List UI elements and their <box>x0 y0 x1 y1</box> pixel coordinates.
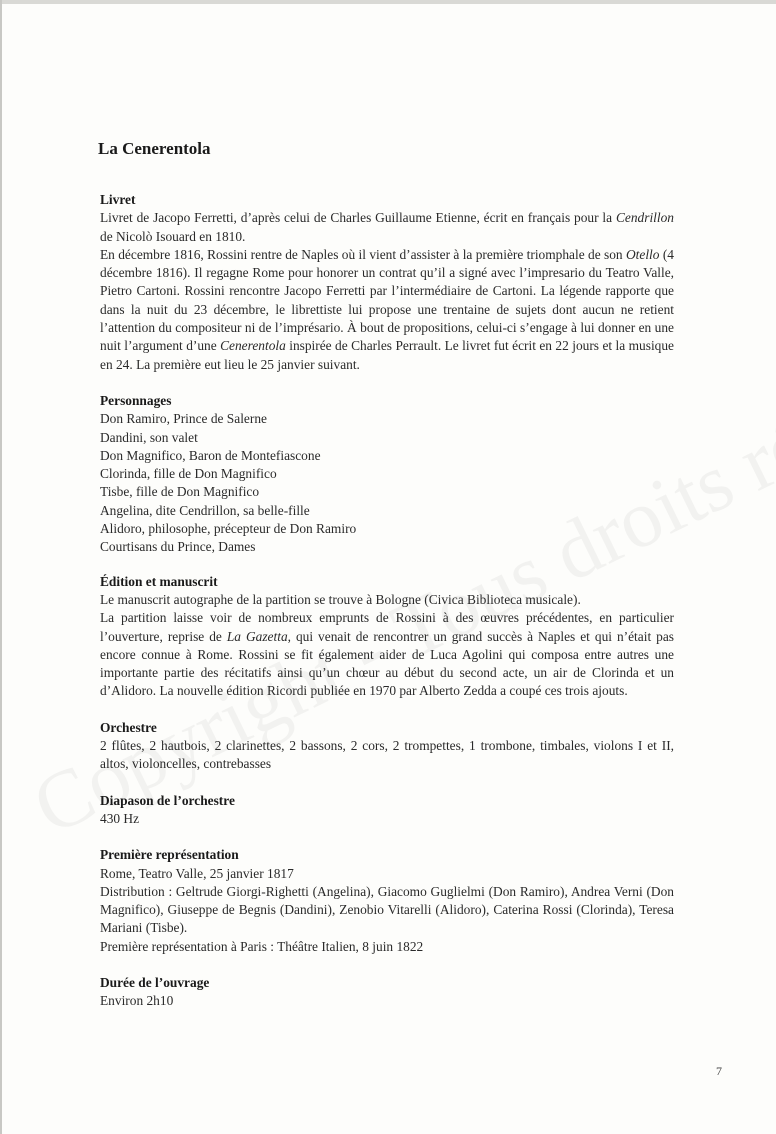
edition-line-1: Le manuscrit autographe de la partition se trouve à Bologne (Civica Biblioteca musicale). <box>100 591 581 607</box>
text-run: , qui venait de rencontrer un grand succès à Naples et qui n’était pas encore connue à Rome. Rossini se fit également aider de Luca Agolini qui composa entre autres une importante partie des récitatifs ainsi qu’un chœur au début du second acte, un air de Clorinda et un d’Alidoro. La nouvelle édition Ricordi publiée en 1970 par Alberto Zedda a coupé ces trois ajouts. <box>100 628 674 699</box>
text-run: inspirée de Charles Perrault. Le livret fut écrit en 22 jours et la musique en 24. La première eut lieu le 25 janvier suivant. <box>100 338 674 372</box>
italic-title: Cenerentola <box>220 338 286 354</box>
main-content <box>100 191 674 1011</box>
character-item: Tisbe, fille de Don Magnifico <box>100 484 260 500</box>
character-item: Courtisans du Prince, Dames <box>100 539 256 555</box>
text-run: (4 décembre 1816). Il regagne Rome pour honorer un contrat qu’il a signé avec l’impresario du Teatro Valle, Pietro Cartoni. Rossini rencontre Jacopo Ferretti par l’intermédiaire de Cartoni. La légende rapporte que dans la nuit du 23 décembre, le librettiste lui propose une trentaine de sujets dont aucun ne retient l’attention du compositeur ni de l’imprésario. À bout de propositions, celui-ci s’engage à lui donner en une nuit l’argument d’une <box>100 246 674 354</box>
scan-edge-top <box>0 0 776 4</box>
italic-title: Cendrillon <box>615 210 674 226</box>
section-heading-personnages: Personnages <box>100 392 172 408</box>
character-item: Angelina, dite Cendrillon, sa belle-fille <box>100 502 310 518</box>
section-duree <box>100 974 674 1011</box>
section-edition <box>100 573 674 701</box>
italic-title: Otello <box>625 246 660 262</box>
section-heading-diapason: Diapason de l’orchestre <box>100 792 235 808</box>
section-heading-livret: Livret <box>100 192 136 207</box>
text-run: Livret de Jacopo Ferretti, d’après celui de Charles Guillaume Etienne, écrit en français pour la <box>100 210 616 226</box>
section-heading-duree: Durée de l’ouvrage <box>100 974 210 990</box>
text-run: La partition laisse voir de nombreux emprunts de Rossini à des œuvres précédentes, en particulier l’ouverture, reprise de <box>100 610 674 644</box>
section-premiere <box>100 846 674 956</box>
section-diapason <box>100 792 674 829</box>
premiere-line-1: Rome, Teatro Valle, 25 janvier 1817 <box>100 865 294 881</box>
character-item: Clorinda, fille de Don Magnifico <box>100 466 277 482</box>
premiere-paris: Première représentation à Paris : Théâtre Italien, 8 juin 1822 <box>100 938 424 954</box>
orchestre-text: 2 flûtes, 2 hautbois, 2 clarinettes, 2 bassons, 2 cors, 2 trompettes, 1 trombone, timbales, violons I et II, altos, violoncelles, contrebasses <box>100 738 674 772</box>
character-item: Dandini, son valet <box>100 429 198 445</box>
diapason-text: 430 Hz <box>100 810 140 826</box>
section-orchestre <box>100 719 674 774</box>
livret-paragraph-1 <box>100 209 674 246</box>
scan-edge-left <box>0 0 2 1134</box>
section-personnages <box>100 392 674 557</box>
section-heading-edition: Édition et manuscrit <box>100 573 218 589</box>
character-item: Don Magnifico, Baron de Montefiascone <box>100 447 321 463</box>
premiere-distribution: Distribution : Geltrude Giorgi-Righetti (Angelina), Giacomo Guglielmi (Don Ramiro), Andrea Verni (Don Magnifico), Giuseppe de Begnis (Dandini), Zenobio Vitarelli (Alidoro), Caterina Rossi (Clorinda), Teresa Mariani (Tisbe). <box>100 883 674 936</box>
livret-paragraph-2 <box>100 246 674 374</box>
section-heading-premiere: Première représentation <box>100 847 239 863</box>
edition-paragraph <box>100 609 674 700</box>
text-run: En décembre 1816, Rossini rentre de Naples où il vient d’assister à la première triomphale de son <box>100 246 626 262</box>
section-heading-orchestre: Orchestre <box>100 719 157 735</box>
section-livret <box>100 191 674 374</box>
page-number: 7 <box>716 1064 722 1078</box>
italic-title: La Gazetta <box>226 628 288 644</box>
duree-text: Environ 2h10 <box>100 993 174 1009</box>
character-item: Alidoro, philosophe, précepteur de Don Ramiro <box>100 521 357 537</box>
character-item: Don Ramiro, Prince de Salerne <box>100 411 267 427</box>
page-title: La Cenerentola <box>98 139 211 158</box>
text-run: de Nicolò Isouard en 1810. <box>100 228 246 244</box>
